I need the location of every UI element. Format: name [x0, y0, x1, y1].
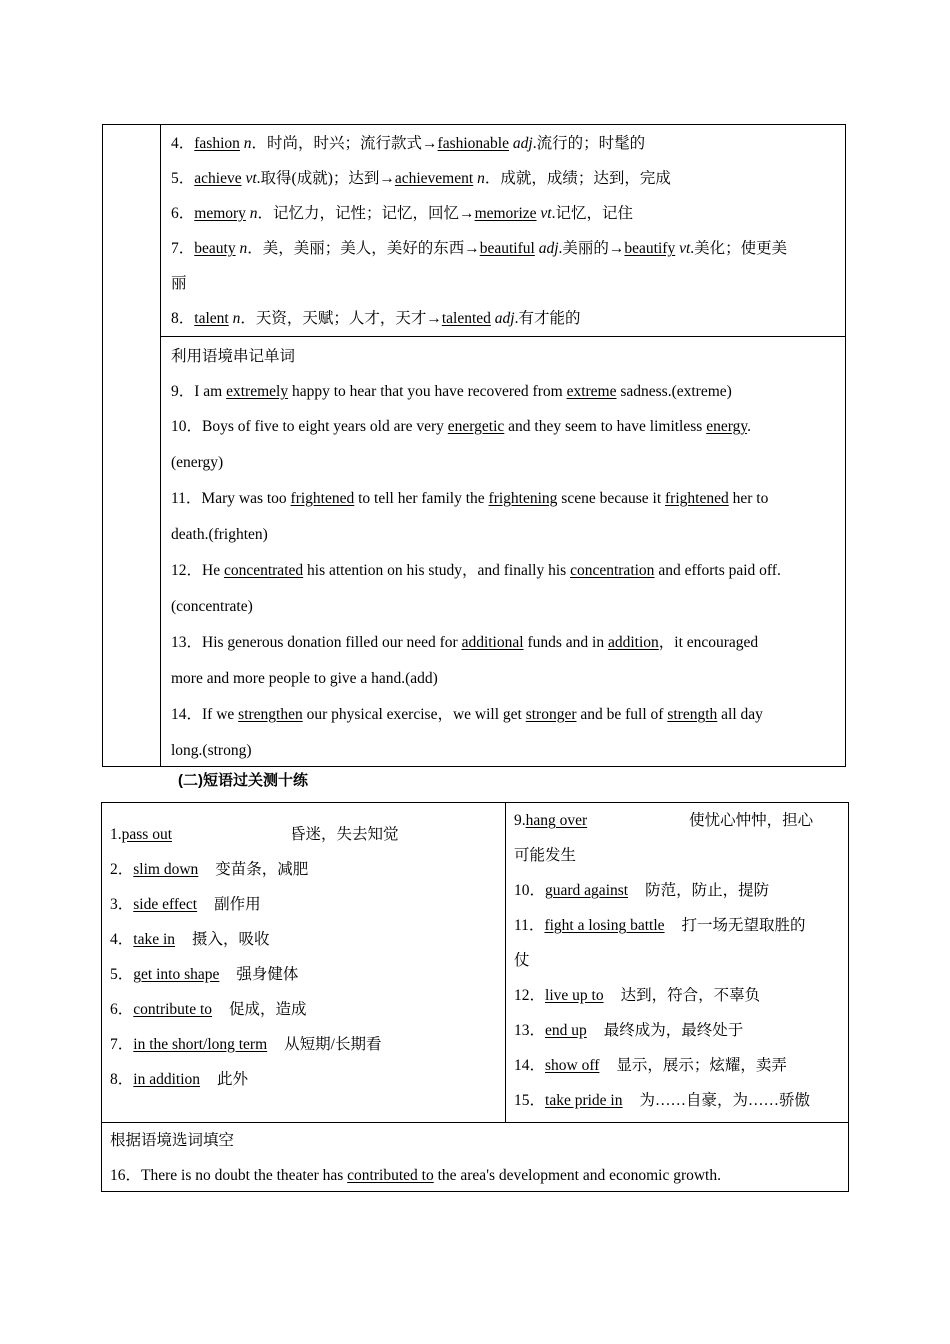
- phrase-item: 9.hang over 使忧心忡忡，担心: [514, 812, 814, 829]
- answer-phrase: fight a losing battle: [544, 917, 665, 934]
- answer-word: addition: [607, 634, 659, 651]
- phrase-item: 3．side effect 副作用: [110, 896, 261, 913]
- fill-in-section: [102, 1123, 848, 1191]
- section-heading: 利用语境串记单词: [171, 348, 296, 365]
- answer-word: beauty: [194, 240, 236, 257]
- phrase-item: 4．take in 摄入，吸收: [110, 931, 270, 948]
- phrase-item: 10．guard against 防范，防止，提防: [514, 882, 770, 899]
- answer-word: achieve: [194, 170, 242, 187]
- sentence-11: 11．Mary was too frightened to tell her family the frightening scene because it frightened her to death.(frighten): [171, 490, 769, 543]
- phrase-section-title: (二)短语过关测十练: [178, 772, 308, 789]
- answer-word: fashionable: [437, 135, 509, 152]
- answer-word: talent: [194, 310, 229, 327]
- vocab-item: 4．fashion n．时尚，时兴；流行款式→fashionable adj.流行的；时髦的: [171, 135, 646, 152]
- phrase-item: 11．fight a losing battle 打一场无望取胜的: [514, 917, 806, 934]
- answer-word: frightening: [488, 490, 558, 507]
- answer-word: energetic: [447, 418, 505, 435]
- answer-word: fashion: [194, 135, 240, 152]
- answer-phrase: in addition: [133, 1071, 200, 1088]
- sentence-9: 9．I am extremely happy to hear that you have recovered from extreme sadness.(extreme): [171, 383, 732, 400]
- answer-phrase: end up: [545, 1022, 587, 1039]
- phrase-item: 14．show off 显示，展示；炫耀，卖弄: [514, 1057, 787, 1074]
- phrase-item: 8．in addition 此外: [110, 1071, 249, 1088]
- vocabulary-table: [102, 124, 846, 767]
- answer-word: extreme: [566, 383, 617, 400]
- answer-word: strengthen: [238, 706, 303, 723]
- answer-phrase: get into shape: [133, 966, 220, 983]
- answer-phrase: slim down: [133, 861, 199, 878]
- answer-phrase: guard against: [545, 882, 629, 899]
- answer-word: achievement: [394, 170, 474, 187]
- vocab-item-continuation: 丽: [171, 275, 187, 292]
- answer-phrase: take in: [133, 931, 176, 948]
- answer-word: beautiful: [479, 240, 535, 257]
- context-sentences-section: [161, 337, 845, 766]
- answer-word: energy: [706, 418, 748, 435]
- vocab-item: 6．memory n．记忆力，记性；记忆，回忆→memorize vt.记忆，记住: [171, 205, 633, 222]
- phrase-item: 1.pass out 昏迷，失去知觉: [110, 826, 399, 843]
- sentence-16: 16．There is no doubt the theater has contributed to the area's development and economic growth.: [110, 1167, 721, 1184]
- answer-word: strength: [667, 706, 718, 723]
- vocab-item: 7．beauty n．美，美丽；美人，美好的东西→beautiful adj.美丽的→beautify vt.美化；使更美: [171, 240, 788, 257]
- answer-word: talented: [441, 310, 491, 327]
- answer-phrase: hang over: [525, 812, 588, 829]
- answer-phrase: in the short/long term: [133, 1036, 268, 1053]
- answer-phrase: side effect: [133, 896, 198, 913]
- phrase-item: 13．end up 最终成为，最终处于: [514, 1022, 744, 1039]
- sentence-10: 10．Boys of five to eight years old are very energetic and they seem to have limitless energy. (energy): [171, 418, 751, 471]
- answer-phrase: show off: [545, 1057, 600, 1074]
- vocab-item: 8．talent n．天资，天赋；人才，天才→talented adj.有才能的: [171, 310, 581, 327]
- phrase-item: 12．live up to 达到，符合，不辜负: [514, 987, 761, 1004]
- answer-phrase: contributed to: [347, 1167, 434, 1184]
- sentence-13: 13．His generous donation filled our need for additional funds and in addition，it encouraged more and more people to give a hand.(add): [171, 634, 759, 687]
- phrase-item: 6．contribute to 促成，造成: [110, 1001, 307, 1018]
- phrase-item: 5．get into shape 强身健体: [110, 966, 299, 983]
- answer-phrase: pass out: [121, 826, 172, 843]
- sentence-14: 14．If we strengthen our physical exercise，we will get stronger and be full of strength all day long.(strong): [171, 706, 763, 759]
- answer-phrase: live up to: [545, 987, 604, 1004]
- sentence-12: 12．He concentrated his attention on his study，and finally his concentration and efforts paid off. (concentrate): [171, 562, 781, 615]
- answer-word: beautify: [624, 240, 676, 257]
- section-heading: 根据语境选词填空: [110, 1132, 235, 1149]
- phrase-item-continuation: 仗: [514, 952, 530, 969]
- answer-word: additional: [461, 634, 524, 651]
- phrase-item: 15．take pride in 为……自豪，为……骄傲: [514, 1092, 811, 1109]
- answer-word: memory: [194, 205, 246, 222]
- answer-word: frightened: [290, 490, 355, 507]
- answer-phrase: take pride in: [545, 1092, 623, 1109]
- phrase-item: 7．in the short/long term 从短期/长期看: [110, 1036, 382, 1053]
- answer-word: extremely: [226, 383, 289, 400]
- phrase-item-continuation: 可能发生: [514, 847, 577, 864]
- answer-word: concentrated: [223, 562, 304, 579]
- phrase-table: [101, 802, 849, 1192]
- answer-word: concentration: [570, 562, 655, 579]
- phrase-item: 2．slim down 变苗条，减肥: [110, 861, 309, 878]
- phrase-list-right: [506, 803, 848, 1123]
- phrase-list-left: [102, 803, 506, 1123]
- answer-phrase: contribute to: [133, 1001, 213, 1018]
- table-left-column: [103, 125, 161, 766]
- answer-word: memorize: [474, 205, 537, 222]
- word-family-section: [161, 125, 845, 337]
- answer-word: frightened: [665, 490, 729, 507]
- answer-word: stronger: [525, 706, 577, 723]
- vocab-item: 5．achieve vt.取得(成就)；达到→achievement n．成就，成绩；达到，完成: [171, 170, 671, 187]
